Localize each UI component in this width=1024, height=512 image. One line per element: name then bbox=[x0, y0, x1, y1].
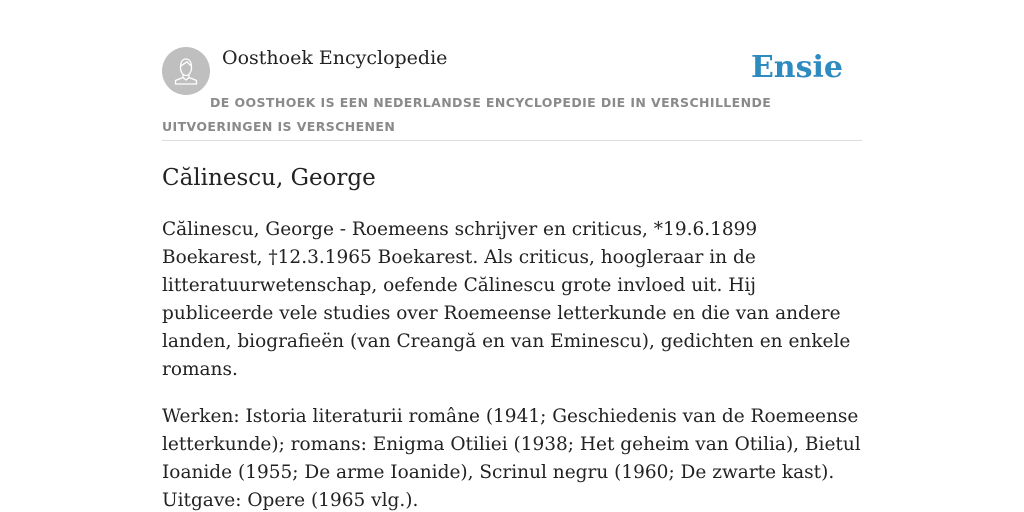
site-name[interactable]: Oosthoek Encyclopedie bbox=[222, 47, 448, 69]
brand-logo[interactable]: Ensie bbox=[750, 50, 843, 85]
article-body bbox=[162, 216, 862, 512]
site-header bbox=[162, 44, 862, 141]
article-paragraph-definition: Călinescu, George - Roemeens schrijver en criticus, *19.6.1899 Boekarest, †12.3.1965 Boekarest. Als criticus, hoogleraar in de litteratuurwetenschap, oefende Călinescu grote invloed uit. Hij publiceerde vele studies over Roemeense letterkunde en die van andere landen, biografieën (van Creangă en van Eminescu), gedichten en enkele romans. bbox=[162, 219, 851, 380]
user-silhouette-icon[interactable] bbox=[162, 47, 210, 95]
article-title: Călinescu, George bbox=[162, 165, 376, 191]
article-paragraph-works: Werken: Istoria literaturii române (1941; Geschiedenis van de Roemeense letterkunde); romans: Enigma Otiliei (1938; Het geheim van Otilia), Bietul Ioanide (1955; De arme Ioanide), Scrinul negru (1960; De zwarte kast). Uitgave: Opere (1965 vlg.). bbox=[162, 406, 861, 511]
site-tagline: DE OOSTHOEK IS EEN NEDERLANDSE ENCYCLOPEDIE DIE IN VERSCHILLENDE UITVOERINGEN IS VERSCHENEN bbox=[162, 95, 772, 134]
